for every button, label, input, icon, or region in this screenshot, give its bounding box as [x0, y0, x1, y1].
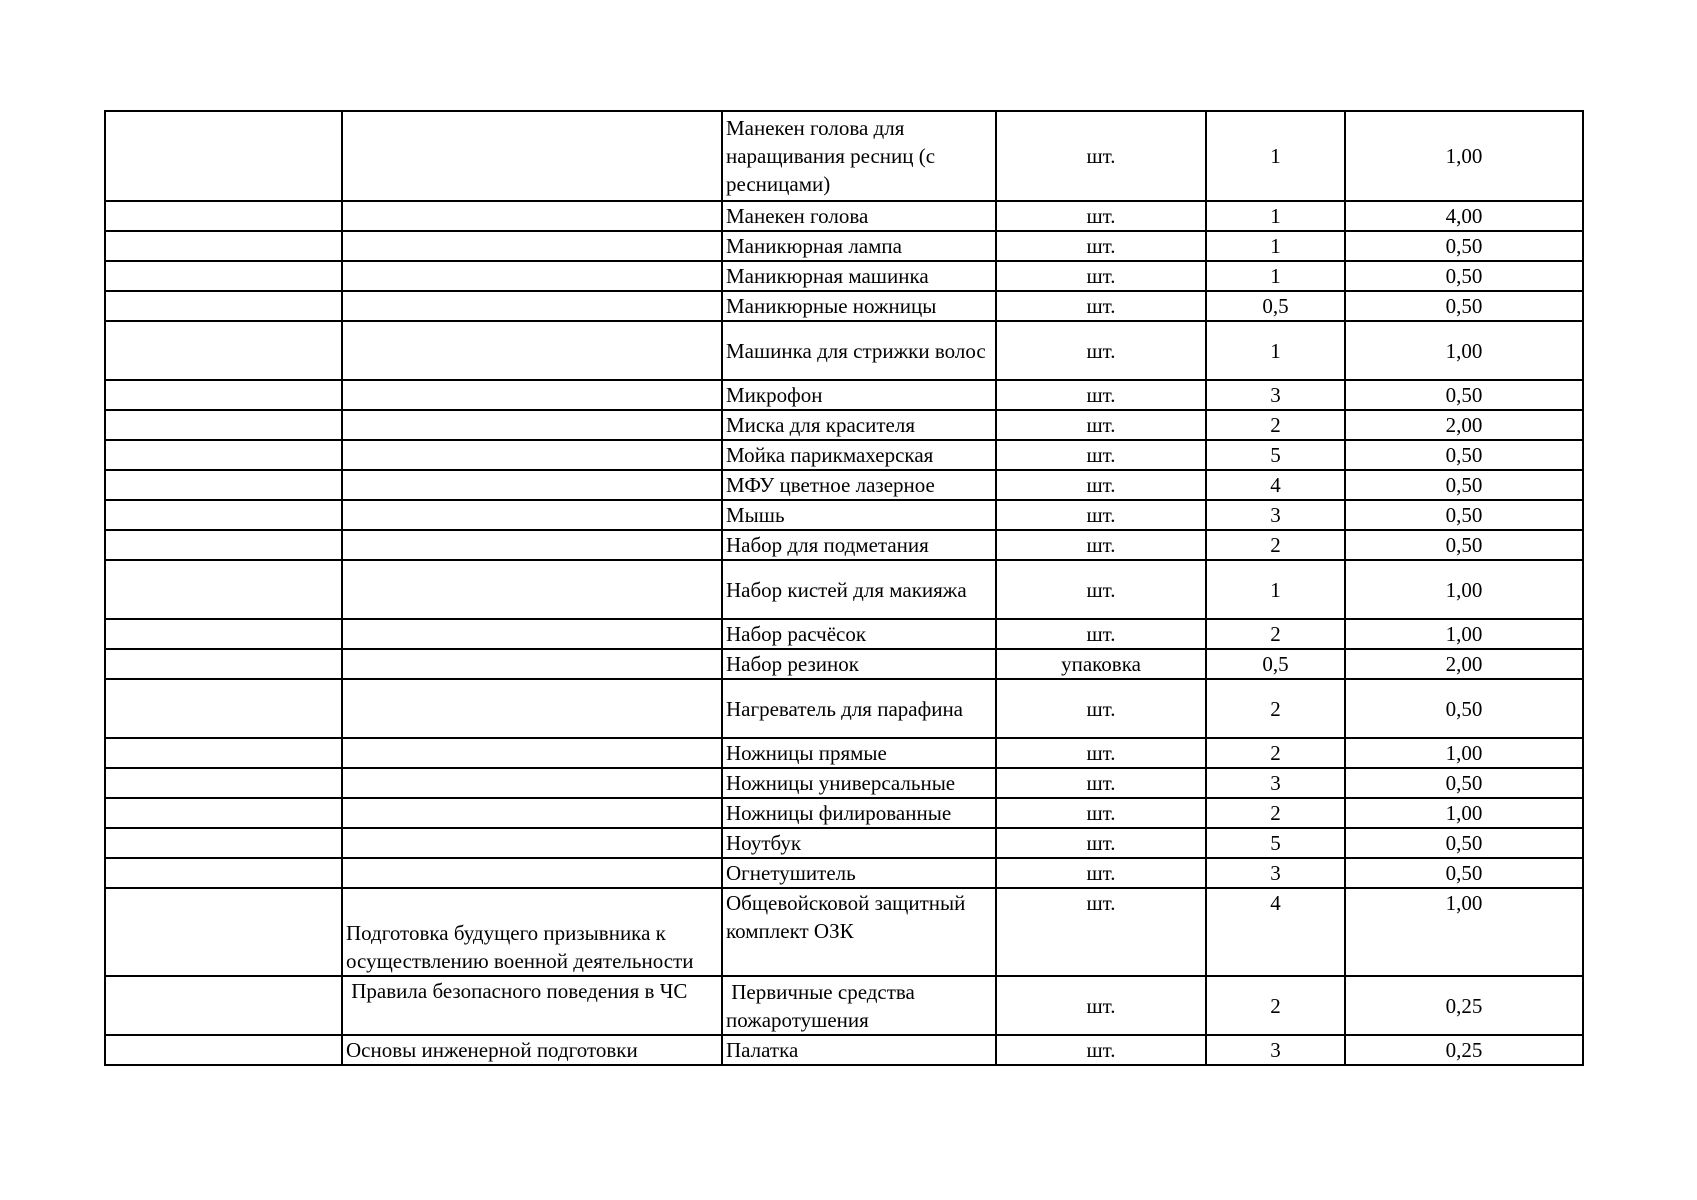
item-qty: 0,5	[1206, 291, 1345, 321]
empty-cell	[342, 858, 722, 888]
item-name: Общевойсковой защитный комплект ОЗК	[722, 888, 996, 976]
empty-cell	[105, 500, 342, 530]
item-qty: 4	[1206, 888, 1345, 976]
empty-cell	[342, 291, 722, 321]
section-name: Подготовка будущего призывника к осуществлению военной деятельности	[342, 888, 722, 976]
item-name: Маникюрные ножницы	[722, 291, 996, 321]
item-name: Ножницы универсальные	[722, 768, 996, 798]
table-row	[105, 500, 1583, 530]
item-name: Микрофон	[722, 380, 996, 410]
empty-cell	[342, 500, 722, 530]
empty-cell	[342, 201, 722, 231]
item-name: Огнетушитель	[722, 858, 996, 888]
table-row	[105, 976, 1583, 1035]
item-unit: шт.	[996, 111, 1206, 201]
empty-cell	[342, 828, 722, 858]
item-name: Маникюрная машинка	[722, 261, 996, 291]
item-qty: 1	[1206, 321, 1345, 380]
empty-cell	[105, 768, 342, 798]
table-row	[105, 828, 1583, 858]
item-name: Мышь	[722, 500, 996, 530]
table-row	[105, 380, 1583, 410]
item-norm: 0,25	[1345, 1035, 1583, 1065]
empty-cell	[105, 470, 342, 500]
empty-cell	[342, 440, 722, 470]
item-unit: шт.	[996, 858, 1206, 888]
item-norm: 0,50	[1345, 530, 1583, 560]
item-unit: шт.	[996, 1035, 1206, 1065]
item-unit: шт.	[996, 321, 1206, 380]
empty-cell	[342, 231, 722, 261]
table-row	[105, 231, 1583, 261]
table-row	[105, 560, 1583, 619]
item-norm: 0,50	[1345, 291, 1583, 321]
section-name: Правила безопасного поведения в ЧС	[342, 976, 722, 1035]
item-unit: шт.	[996, 470, 1206, 500]
empty-cell	[105, 649, 342, 679]
empty-cell	[105, 858, 342, 888]
item-unit: упаковка	[996, 649, 1206, 679]
item-unit: шт.	[996, 619, 1206, 649]
item-qty: 3	[1206, 1035, 1345, 1065]
empty-cell	[105, 201, 342, 231]
item-name: МФУ цветное лазерное	[722, 470, 996, 500]
empty-cell	[342, 738, 722, 768]
item-norm: 0,50	[1345, 500, 1583, 530]
empty-cell	[342, 679, 722, 738]
item-unit: шт.	[996, 560, 1206, 619]
item-unit: шт.	[996, 738, 1206, 768]
empty-cell	[342, 530, 722, 560]
item-unit: шт.	[996, 380, 1206, 410]
table-row	[105, 440, 1583, 470]
table-row	[105, 470, 1583, 500]
empty-cell	[105, 828, 342, 858]
table-row	[105, 201, 1583, 231]
empty-cell	[105, 738, 342, 768]
empty-cell	[342, 111, 722, 201]
section-name: Основы инженерной подготовки	[342, 1035, 722, 1065]
table-row	[105, 888, 1583, 976]
item-unit: шт.	[996, 679, 1206, 738]
item-unit: шт.	[996, 888, 1206, 976]
table-row	[105, 768, 1583, 798]
item-unit: шт.	[996, 410, 1206, 440]
item-norm: 0,50	[1345, 470, 1583, 500]
item-unit: шт.	[996, 440, 1206, 470]
empty-cell	[105, 291, 342, 321]
item-qty: 1	[1206, 111, 1345, 201]
item-name: Миска для красителя	[722, 410, 996, 440]
item-unit: шт.	[996, 798, 1206, 828]
item-norm: 4,00	[1345, 201, 1583, 231]
item-unit: шт.	[996, 976, 1206, 1035]
item-norm: 0,25	[1345, 976, 1583, 1035]
table-row	[105, 321, 1583, 380]
item-qty: 2	[1206, 798, 1345, 828]
item-norm: 1,00	[1345, 888, 1583, 976]
item-norm: 2,00	[1345, 410, 1583, 440]
empty-cell	[342, 798, 722, 828]
item-qty: 5	[1206, 828, 1345, 858]
table-row	[105, 679, 1583, 738]
item-qty: 1	[1206, 201, 1345, 231]
item-name: Манекен голова для наращивания ресниц (с ресницами)	[722, 111, 996, 201]
item-unit: шт.	[996, 201, 1206, 231]
empty-cell	[105, 798, 342, 828]
item-norm: 1,00	[1345, 798, 1583, 828]
item-name: Ножницы филированные	[722, 798, 996, 828]
item-norm: 1,00	[1345, 111, 1583, 201]
item-unit: шт.	[996, 828, 1206, 858]
item-unit: шт.	[996, 768, 1206, 798]
table-row	[105, 798, 1583, 828]
table-row	[105, 261, 1583, 291]
item-norm: 0,50	[1345, 828, 1583, 858]
item-norm: 0,50	[1345, 261, 1583, 291]
table-row	[105, 619, 1583, 649]
empty-cell	[105, 380, 342, 410]
table-row	[105, 291, 1583, 321]
equipment-table	[104, 110, 1584, 1066]
table-row	[105, 530, 1583, 560]
empty-cell	[105, 440, 342, 470]
empty-cell	[105, 619, 342, 649]
item-qty: 3	[1206, 500, 1345, 530]
item-norm: 0,50	[1345, 768, 1583, 798]
item-qty: 2	[1206, 679, 1345, 738]
item-qty: 3	[1206, 768, 1345, 798]
table-row	[105, 410, 1583, 440]
item-name: Ноутбук	[722, 828, 996, 858]
table-row	[105, 649, 1583, 679]
item-qty: 2	[1206, 976, 1345, 1035]
item-norm: 1,00	[1345, 321, 1583, 380]
empty-cell	[342, 380, 722, 410]
item-qty: 1	[1206, 560, 1345, 619]
empty-cell	[342, 261, 722, 291]
empty-cell	[105, 410, 342, 440]
item-unit: шт.	[996, 231, 1206, 261]
table-row	[105, 858, 1583, 888]
empty-cell	[105, 679, 342, 738]
item-qty: 1	[1206, 261, 1345, 291]
empty-cell	[105, 560, 342, 619]
item-name: Набор кистей для макияжа	[722, 560, 996, 619]
table-row	[105, 738, 1583, 768]
empty-cell	[342, 768, 722, 798]
empty-cell	[105, 231, 342, 261]
item-norm: 1,00	[1345, 560, 1583, 619]
item-qty: 1	[1206, 231, 1345, 261]
item-norm: 0,50	[1345, 679, 1583, 738]
item-name: Маникюрная лампа	[722, 231, 996, 261]
item-qty: 4	[1206, 470, 1345, 500]
empty-cell	[105, 888, 342, 976]
item-qty: 5	[1206, 440, 1345, 470]
item-qty: 2	[1206, 530, 1345, 560]
empty-cell	[342, 470, 722, 500]
item-unit: шт.	[996, 530, 1206, 560]
item-name: Манекен голова	[722, 201, 996, 231]
item-norm: 0,50	[1345, 440, 1583, 470]
empty-cell	[342, 619, 722, 649]
item-unit: шт.	[996, 500, 1206, 530]
item-qty: 0,5	[1206, 649, 1345, 679]
item-name: Набор расчёсок	[722, 619, 996, 649]
item-unit: шт.	[996, 291, 1206, 321]
empty-cell	[105, 261, 342, 291]
empty-cell	[105, 111, 342, 201]
item-norm: 0,50	[1345, 858, 1583, 888]
empty-cell	[105, 530, 342, 560]
empty-cell	[105, 1035, 342, 1065]
empty-cell	[342, 321, 722, 380]
item-name: Мойка парикмахерская	[722, 440, 996, 470]
empty-cell	[105, 976, 342, 1035]
empty-cell	[342, 560, 722, 619]
item-qty: 2	[1206, 619, 1345, 649]
item-qty: 2	[1206, 410, 1345, 440]
item-qty: 3	[1206, 858, 1345, 888]
item-name: Нагреватель для парафина	[722, 679, 996, 738]
empty-cell	[105, 321, 342, 380]
item-name: Машинка для стрижки волос	[722, 321, 996, 380]
empty-cell	[342, 410, 722, 440]
item-norm: 1,00	[1345, 738, 1583, 768]
item-norm: 0,50	[1345, 231, 1583, 261]
item-name: Первичные средства пожаротушения	[722, 976, 996, 1035]
table-row	[105, 111, 1583, 201]
item-name: Палатка	[722, 1035, 996, 1065]
item-qty: 3	[1206, 380, 1345, 410]
item-name: Набор резинок	[722, 649, 996, 679]
item-norm: 0,50	[1345, 380, 1583, 410]
item-norm: 2,00	[1345, 649, 1583, 679]
item-qty: 2	[1206, 738, 1345, 768]
empty-cell	[342, 649, 722, 679]
item-unit: шт.	[996, 261, 1206, 291]
item-name: Набор для подметания	[722, 530, 996, 560]
table-row	[105, 1035, 1583, 1065]
item-name: Ножницы прямые	[722, 738, 996, 768]
item-norm: 1,00	[1345, 619, 1583, 649]
